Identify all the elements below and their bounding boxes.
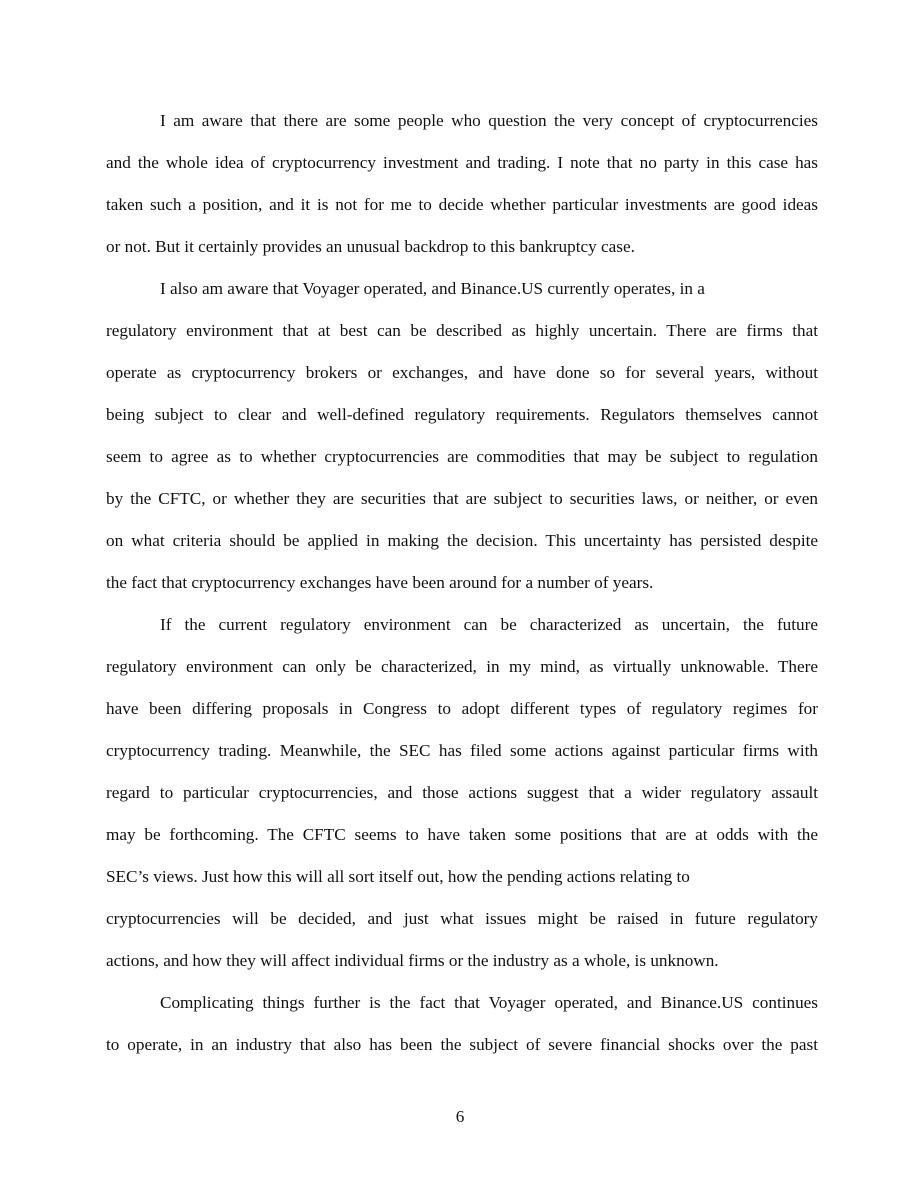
paragraph-4-line-1: Complicating things further is the fact that Voyager operated, and Binance.US continues [160, 993, 818, 1012]
paragraph-3-line-8: cryptocurrencies will be decided, and just what issues might be raised in future regulatory [106, 909, 818, 928]
paragraph-2-line-7: on what criteria should be applied in making the decision. This uncertainty has persisted despite [106, 531, 818, 550]
page-number: 6 [455, 1107, 465, 1126]
paragraph-2-line-1: I also am aware that Voyager operated, and Binance.US currently operates, in a [160, 279, 705, 298]
paragraph-3-line-5: regard to particular cryptocurrencies, and those actions suggest that a wider regulatory assault [106, 783, 818, 802]
paragraph-2-line-2: regulatory environment that at best can be described as highly uncertain. There are firms that [106, 321, 818, 340]
paragraph-2-line-4: being subject to clear and well-defined regulatory requirements. Regulators themselves cannot [106, 405, 818, 424]
paragraph-2-line-8: the fact that cryptocurrency exchanges have been around for a number of years. [106, 573, 654, 592]
paragraph-3-line-7: SEC’s views. Just how this will all sort itself out, how the pending actions relating to [106, 867, 690, 886]
paragraph-3-line-1: If the current regulatory environment can be characterized as uncertain, the future [160, 615, 818, 634]
paragraph-2-line-3: operate as cryptocurrency brokers or exchanges, and have done so for several years, without [106, 363, 818, 382]
paragraph-2-line-5: seem to agree as to whether cryptocurrencies are commodities that may be subject to regulation [106, 447, 818, 466]
paragraph-3-line-6: may be forthcoming. The CFTC seems to have taken some positions that are at odds with the [106, 825, 818, 844]
paragraph-1-line-2: and the whole idea of cryptocurrency investment and trading. I note that no party in this case has [106, 153, 818, 172]
paragraph-1-line-4: or not. But it certainly provides an unusual backdrop to this bankruptcy case. [106, 237, 635, 256]
paragraph-3-line-4: cryptocurrency trading. Meanwhile, the SEC has filed some actions against particular firms with [106, 741, 818, 760]
paragraph-1-line-3: taken such a position, and it is not for me to decide whether particular investments are good ideas [106, 195, 818, 214]
paragraph-3-line-9: actions, and how they will affect individual firms or the industry as a whole, is unknown. [106, 951, 719, 970]
paragraph-1-line-1: I am aware that there are some people who question the very concept of cryptocurrencies [160, 111, 818, 130]
paragraph-3-line-3: have been differing proposals in Congress to adopt different types of regulatory regimes for [106, 699, 818, 718]
paragraph-4-line-2: to operate, in an industry that also has been the subject of severe financial shocks over the past [106, 1035, 818, 1054]
paragraph-2-line-6: by the CFTC, or whether they are securities that are subject to securities laws, or neither, or even [106, 489, 818, 508]
paragraph-3-line-2: regulatory environment can only be characterized, in my mind, as virtually unknowable. There [106, 657, 818, 676]
